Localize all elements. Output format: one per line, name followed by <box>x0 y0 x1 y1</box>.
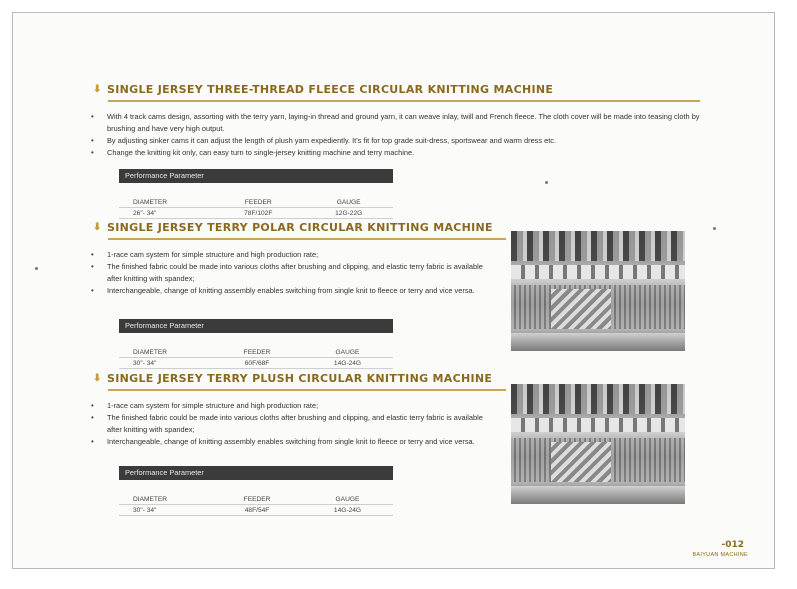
performance-parameter-header: Performance Parameter <box>119 466 393 480</box>
feature-item: • Interchangeable, change of knitting assembly enables switching from single knit to fleece or terry and vice versa. <box>91 437 475 446</box>
cell-diameter: 26"- 34" <box>119 208 212 219</box>
col-gauge: GAUGE <box>302 347 393 358</box>
arrow-down-icon: ⬇ <box>93 372 102 384</box>
cell-feeder: 48F/54F <box>212 505 302 516</box>
feature-item: • Interchangeable, change of knitting assembly enables switching from single knit to fleece or terry and vice versa. <box>91 286 475 295</box>
col-diameter: DIAMETER <box>119 347 212 358</box>
col-gauge: GAUGE <box>304 197 393 208</box>
col-diameter: DIAMETER <box>119 494 212 505</box>
col-feeder: FEEDER <box>212 347 302 358</box>
machine-photo-polar <box>511 231 685 351</box>
cell-feeder: 60F/68F <box>212 358 302 369</box>
title-underline <box>108 100 700 102</box>
feature-item: • 1-race cam system for simple structure and high production rate; <box>91 250 319 259</box>
col-diameter: DIAMETER <box>119 197 212 208</box>
cell-gauge: 14G-24G <box>302 505 393 516</box>
parameter-table <box>119 347 393 369</box>
feature-item: • Change the knitting kit only, can easy turn to single-jersey knitting machine and terry machine. <box>91 148 415 157</box>
col-feeder: FEEDER <box>212 494 302 505</box>
cell-gauge: 12G-22G <box>304 208 393 219</box>
page-number: -012 <box>721 540 744 550</box>
section-title: SINGLE JERSEY TERRY PLUSH CIRCULAR KNITTING MACHINE <box>107 371 493 385</box>
feature-list <box>91 400 499 448</box>
feature-item: • By adjusting sinker cams it can adjust the length of plush yarn expediently. It's fit for top grade suit-dress, sportswear and warm dress etc. <box>91 136 557 145</box>
table-row <box>119 358 393 369</box>
arrow-down-icon: ⬇ <box>93 221 102 233</box>
section-title-row <box>93 219 493 235</box>
print-speck <box>713 227 716 230</box>
table-header-row <box>119 197 393 208</box>
print-speck <box>35 267 38 270</box>
section-title-row <box>93 370 492 386</box>
feature-item: • The finished fabric could be made into various cloths after brushing and clipping, and elastic terry fabric is available after knitting with spandex; <box>91 262 483 283</box>
section-title: SINGLE JERSEY TERRY POLAR CIRCULAR KNITTING MACHINE <box>107 220 493 234</box>
feature-item: • The finished fabric could be made into various cloths after brushing and clipping, and elastic terry fabric is available after knitting with spandex; <box>91 413 483 434</box>
table-header-row <box>119 494 393 505</box>
brand-label: BAIYUAN MACHINE <box>692 552 748 558</box>
performance-parameter-block <box>119 169 393 219</box>
col-gauge: GAUGE <box>302 494 393 505</box>
arrow-down-icon: ⬇ <box>93 83 102 95</box>
table-header-row <box>119 347 393 358</box>
machine-photo-plush <box>511 384 685 504</box>
table-row <box>119 505 393 516</box>
performance-parameter-block <box>119 319 393 369</box>
performance-parameter-header: Performance Parameter <box>119 169 393 183</box>
cell-gauge: 14G-24G <box>302 358 393 369</box>
cell-feeder: 78F/102F <box>212 208 304 219</box>
parameter-table <box>119 494 393 516</box>
feature-item: • 1-race cam system for simple structure and high production rate; <box>91 401 319 410</box>
cell-diameter: 30"- 34" <box>119 505 212 516</box>
feature-item: • With 4 track cams design, assorting with the terry yarn, laying-in thread and ground yarn, it can weave inlay, twill and French fleece. The cloth cover will be made into teasing cloth by brushing and have very high output. <box>91 112 700 133</box>
col-feeder: FEEDER <box>212 197 304 208</box>
cell-diameter: 30"- 34" <box>119 358 212 369</box>
performance-parameter-block <box>119 466 393 516</box>
title-underline <box>108 389 506 391</box>
performance-parameter-header: Performance Parameter <box>119 319 393 333</box>
section-title-row <box>93 81 553 97</box>
feature-list <box>91 111 711 159</box>
catalog-page <box>12 12 775 569</box>
title-underline <box>108 238 506 240</box>
table-row <box>119 208 393 219</box>
feature-list <box>91 249 499 297</box>
parameter-table <box>119 197 393 219</box>
section-title: SINGLE JERSEY THREE-THREAD FLEECE CIRCULAR KNITTING MACHINE <box>107 82 554 96</box>
print-speck <box>545 181 548 184</box>
